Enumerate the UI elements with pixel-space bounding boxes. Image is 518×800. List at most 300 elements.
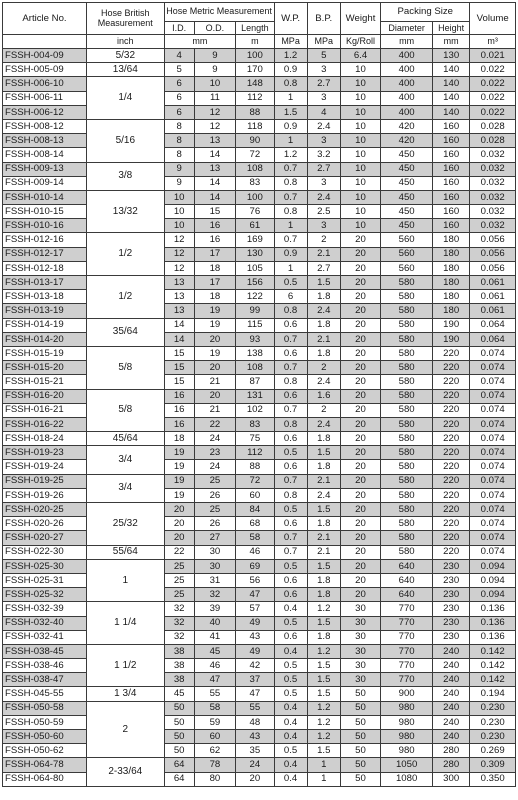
cell-packing-height: 160	[433, 176, 470, 190]
cell-inner-diameter: 20	[164, 503, 194, 517]
table-row	[3, 474, 516, 488]
cell-packing-diameter: 770	[381, 659, 433, 673]
cell-weight: 30	[340, 659, 380, 673]
table-row	[3, 730, 516, 744]
cell-inner-diameter: 5	[164, 63, 194, 77]
cell-outer-diameter: 25	[194, 474, 235, 488]
cell-volume: 0.074	[470, 417, 516, 431]
cell-outer-diameter: 25	[194, 503, 235, 517]
table-row	[3, 517, 516, 531]
cell-volume: 0.022	[470, 63, 516, 77]
cell-burst-pressure: 1.5	[307, 673, 340, 687]
cell-packing-diameter: 420	[381, 134, 433, 148]
cell-length: 60	[236, 488, 274, 502]
cell-length: 58	[236, 531, 274, 545]
cell-working-pressure: 0.4	[274, 602, 307, 616]
cell-outer-diameter: 19	[194, 304, 235, 318]
cell-british-size: 1/2	[86, 233, 164, 276]
cell-packing-diameter: 980	[381, 715, 433, 729]
cell-packing-height: 220	[433, 403, 470, 417]
cell-article-no: FSSH-014-19	[3, 318, 87, 332]
cell-working-pressure: 0.4	[274, 758, 307, 772]
cell-outer-diameter: 20	[194, 389, 235, 403]
cell-outer-diameter: 46	[194, 659, 235, 673]
cell-outer-diameter: 59	[194, 715, 235, 729]
cell-working-pressure: 0.8	[274, 375, 307, 389]
cell-length: 47	[236, 687, 274, 701]
cell-volume: 0.269	[470, 744, 516, 758]
cell-inner-diameter: 32	[164, 616, 194, 630]
cell-weight: 50	[340, 772, 380, 786]
cell-weight: 20	[340, 290, 380, 304]
table-row	[3, 673, 516, 687]
table-row	[3, 460, 516, 474]
cell-inner-diameter: 10	[164, 205, 194, 219]
cell-length: 112	[236, 91, 274, 105]
cell-working-pressure: 0.5	[274, 276, 307, 290]
cell-packing-diameter: 770	[381, 673, 433, 687]
cell-packing-diameter: 580	[381, 361, 433, 375]
cell-british-size: 1/4	[86, 77, 164, 120]
cell-length: 49	[236, 616, 274, 630]
cell-length: 48	[236, 715, 274, 729]
cell-packing-height: 220	[433, 460, 470, 474]
cell-weight: 20	[340, 361, 380, 375]
cell-packing-diameter: 560	[381, 261, 433, 275]
cell-british-size: 45/64	[86, 432, 164, 446]
cell-length: 112	[236, 446, 274, 460]
cell-article-no: FSSH-032-40	[3, 616, 87, 630]
table-row	[3, 503, 516, 517]
cell-outer-diameter: 20	[194, 361, 235, 375]
cell-volume: 0.074	[470, 375, 516, 389]
cell-packing-height: 220	[433, 346, 470, 360]
cell-burst-pressure: 1.5	[307, 744, 340, 758]
cell-inner-diameter: 6	[164, 77, 194, 91]
cell-article-no: FSSH-019-26	[3, 488, 87, 502]
cell-outer-diameter: 18	[194, 261, 235, 275]
table-row	[3, 49, 516, 63]
cell-burst-pressure: 1.8	[307, 432, 340, 446]
cell-article-no: FSSH-038-46	[3, 659, 87, 673]
cell-length: 47	[236, 588, 274, 602]
cell-british-size: 2	[86, 701, 164, 758]
cell-packing-height: 220	[433, 417, 470, 431]
cell-working-pressure: 0.8	[274, 304, 307, 318]
cell-volume: 0.074	[470, 432, 516, 446]
cell-weight: 20	[340, 503, 380, 517]
cell-inner-diameter: 22	[164, 545, 194, 559]
cell-outer-diameter: 19	[194, 318, 235, 332]
cell-packing-diameter: 770	[381, 644, 433, 658]
cell-outer-diameter: 55	[194, 687, 235, 701]
cell-article-no: FSSH-018-24	[3, 432, 87, 446]
table-row	[3, 588, 516, 602]
cell-burst-pressure: 2.4	[307, 375, 340, 389]
cell-article-no: FSSH-009-14	[3, 176, 87, 190]
cell-packing-diameter: 580	[381, 545, 433, 559]
cell-weight: 20	[340, 332, 380, 346]
cell-weight: 20	[340, 432, 380, 446]
cell-burst-pressure: 2.5	[307, 205, 340, 219]
cell-volume: 0.074	[470, 503, 516, 517]
cell-packing-height: 230	[433, 602, 470, 616]
cell-outer-diameter: 41	[194, 630, 235, 644]
cell-weight: 10	[340, 91, 380, 105]
cell-packing-diameter: 450	[381, 162, 433, 176]
cell-length: 24	[236, 758, 274, 772]
cell-burst-pressure: 2.7	[307, 162, 340, 176]
cell-weight: 20	[340, 389, 380, 403]
cell-packing-height: 220	[433, 375, 470, 389]
cell-packing-diameter: 400	[381, 63, 433, 77]
cell-article-no: FSSH-013-17	[3, 276, 87, 290]
cell-outer-diameter: 40	[194, 616, 235, 630]
cell-volume: 0.056	[470, 247, 516, 261]
cell-inner-diameter: 45	[164, 687, 194, 701]
cell-weight: 50	[340, 744, 380, 758]
cell-outer-diameter: 24	[194, 460, 235, 474]
cell-article-no: FSSH-015-19	[3, 346, 87, 360]
cell-volume: 0.309	[470, 758, 516, 772]
cell-article-no: FSSH-009-13	[3, 162, 87, 176]
cell-packing-diameter: 580	[381, 332, 433, 346]
table-header	[3, 3, 516, 49]
cell-working-pressure: 0.6	[274, 588, 307, 602]
cell-packing-height: 140	[433, 63, 470, 77]
cell-burst-pressure: 1.8	[307, 630, 340, 644]
cell-outer-diameter: 12	[194, 105, 235, 119]
cell-packing-diameter: 640	[381, 559, 433, 573]
cell-burst-pressure: 4	[307, 105, 340, 119]
cell-length: 88	[236, 105, 274, 119]
cell-working-pressure: 0.7	[274, 531, 307, 545]
cell-inner-diameter: 14	[164, 318, 194, 332]
cell-weight: 20	[340, 304, 380, 318]
cell-outer-diameter: 62	[194, 744, 235, 758]
cell-working-pressure: 1	[274, 91, 307, 105]
cell-inner-diameter: 38	[164, 673, 194, 687]
cell-outer-diameter: 16	[194, 233, 235, 247]
cell-length: 138	[236, 346, 274, 360]
cell-length: 130	[236, 247, 274, 261]
cell-burst-pressure: 3.2	[307, 148, 340, 162]
cell-burst-pressure: 1.2	[307, 701, 340, 715]
cell-length: 46	[236, 545, 274, 559]
table-row	[3, 375, 516, 389]
cell-length: 55	[236, 701, 274, 715]
header-article-no: Article No.	[3, 3, 87, 35]
cell-outer-diameter: 32	[194, 588, 235, 602]
cell-packing-diameter: 400	[381, 105, 433, 119]
cell-inner-diameter: 14	[164, 332, 194, 346]
cell-packing-diameter: 580	[381, 346, 433, 360]
cell-outer-diameter: 20	[194, 332, 235, 346]
table-row	[3, 545, 516, 559]
cell-length: 42	[236, 659, 274, 673]
cell-outer-diameter: 9	[194, 49, 235, 63]
cell-weight: 20	[340, 545, 380, 559]
cell-british-size: 1 3/4	[86, 687, 164, 701]
table-row	[3, 432, 516, 446]
cell-burst-pressure: 2.4	[307, 417, 340, 431]
cell-article-no: FSSH-038-45	[3, 644, 87, 658]
cell-working-pressure: 0.6	[274, 389, 307, 403]
cell-weight: 10	[340, 190, 380, 204]
cell-article-no: FSSH-010-14	[3, 190, 87, 204]
cell-length: 122	[236, 290, 274, 304]
cell-article-no: FSSH-050-58	[3, 701, 87, 715]
cell-inner-diameter: 13	[164, 276, 194, 290]
header-weight: Weight	[340, 3, 380, 35]
cell-length: 148	[236, 77, 274, 91]
cell-packing-diameter: 450	[381, 148, 433, 162]
cell-packing-diameter: 450	[381, 176, 433, 190]
cell-inner-diameter: 16	[164, 403, 194, 417]
cell-length: 20	[236, 772, 274, 786]
cell-volume: 0.142	[470, 673, 516, 687]
cell-weight: 30	[340, 616, 380, 630]
cell-article-no: FSSH-013-19	[3, 304, 87, 318]
cell-volume: 0.061	[470, 276, 516, 290]
cell-article-no: FSSH-008-13	[3, 134, 87, 148]
table-row	[3, 148, 516, 162]
table-row	[3, 261, 516, 275]
cell-article-no: FSSH-013-18	[3, 290, 87, 304]
cell-article-no: FSSH-006-10	[3, 77, 87, 91]
table-row	[3, 361, 516, 375]
cell-inner-diameter: 12	[164, 233, 194, 247]
cell-volume: 0.061	[470, 290, 516, 304]
cell-volume: 0.094	[470, 588, 516, 602]
table-row	[3, 559, 516, 573]
cell-outer-diameter: 21	[194, 375, 235, 389]
table-row	[3, 602, 516, 616]
cell-weight: 20	[340, 573, 380, 587]
cell-weight: 30	[340, 673, 380, 687]
cell-length: 108	[236, 361, 274, 375]
table-row	[3, 332, 516, 346]
cell-british-size: 5/8	[86, 346, 164, 389]
table-body	[3, 49, 516, 787]
cell-volume: 0.022	[470, 105, 516, 119]
cell-british-size: 1/2	[86, 276, 164, 319]
cell-outer-diameter: 26	[194, 517, 235, 531]
cell-article-no: FSSH-050-60	[3, 730, 87, 744]
unit-inch: inch	[86, 35, 164, 49]
cell-working-pressure: 0.8	[274, 205, 307, 219]
cell-article-no: FSSH-064-80	[3, 772, 87, 786]
cell-weight: 20	[340, 276, 380, 290]
cell-length: 75	[236, 432, 274, 446]
cell-burst-pressure: 1.8	[307, 290, 340, 304]
cell-packing-height: 220	[433, 517, 470, 531]
cell-article-no: FSSH-014-20	[3, 332, 87, 346]
cell-packing-diameter: 770	[381, 616, 433, 630]
cell-inner-diameter: 8	[164, 148, 194, 162]
cell-length: 115	[236, 318, 274, 332]
cell-weight: 20	[340, 474, 380, 488]
cell-burst-pressure: 2.7	[307, 261, 340, 275]
cell-working-pressure: 0.5	[274, 503, 307, 517]
cell-burst-pressure: 1.5	[307, 276, 340, 290]
cell-british-size: 1 1/4	[86, 602, 164, 645]
cell-article-no: FSSH-015-21	[3, 375, 87, 389]
cell-length: 35	[236, 744, 274, 758]
cell-packing-height: 180	[433, 233, 470, 247]
cell-outer-diameter: 45	[194, 644, 235, 658]
cell-length: 61	[236, 219, 274, 233]
cell-length: 170	[236, 63, 274, 77]
header-hose-british: Hose British Measurement	[86, 3, 164, 35]
cell-working-pressure: 0.6	[274, 318, 307, 332]
cell-packing-height: 240	[433, 687, 470, 701]
cell-volume: 0.074	[470, 531, 516, 545]
cell-article-no: FSSH-025-30	[3, 559, 87, 573]
cell-length: 169	[236, 233, 274, 247]
cell-outer-diameter: 21	[194, 403, 235, 417]
cell-volume: 0.056	[470, 233, 516, 247]
cell-volume: 0.230	[470, 715, 516, 729]
cell-weight: 10	[340, 77, 380, 91]
cell-packing-height: 160	[433, 205, 470, 219]
cell-packing-diameter: 450	[381, 205, 433, 219]
cell-working-pressure: 0.7	[274, 233, 307, 247]
cell-british-size: 3/8	[86, 162, 164, 190]
cell-packing-height: 230	[433, 616, 470, 630]
cell-burst-pressure: 2	[307, 233, 340, 247]
cell-length: 57	[236, 602, 274, 616]
table-row	[3, 573, 516, 587]
cell-working-pressure: 0.5	[274, 687, 307, 701]
cell-working-pressure: 0.7	[274, 403, 307, 417]
cell-article-no: FSSH-006-12	[3, 105, 87, 119]
cell-outer-diameter: 47	[194, 673, 235, 687]
table-row	[3, 488, 516, 502]
table-row	[3, 219, 516, 233]
cell-working-pressure: 0.8	[274, 488, 307, 502]
header-diameter: Diameter	[381, 22, 433, 35]
cell-working-pressure: 1.2	[274, 49, 307, 63]
cell-burst-pressure: 2	[307, 361, 340, 375]
cell-volume: 0.074	[470, 474, 516, 488]
cell-british-size: 35/64	[86, 318, 164, 346]
cell-packing-diameter: 580	[381, 503, 433, 517]
cell-inner-diameter: 38	[164, 659, 194, 673]
cell-working-pressure: 0.5	[274, 559, 307, 573]
cell-weight: 10	[340, 63, 380, 77]
cell-article-no: FSSH-012-17	[3, 247, 87, 261]
table-row	[3, 715, 516, 729]
cell-outer-diameter: 10	[194, 77, 235, 91]
table-row	[3, 644, 516, 658]
header-working-pressure: W.P.	[274, 3, 307, 35]
cell-volume: 0.074	[470, 346, 516, 360]
table-row	[3, 91, 516, 105]
cell-packing-height: 230	[433, 630, 470, 644]
cell-burst-pressure: 1.5	[307, 503, 340, 517]
cell-burst-pressure: 1.8	[307, 588, 340, 602]
cell-packing-diameter: 450	[381, 190, 433, 204]
cell-packing-height: 180	[433, 304, 470, 318]
cell-article-no: FSSH-006-11	[3, 91, 87, 105]
cell-burst-pressure: 1.5	[307, 446, 340, 460]
cell-packing-height: 240	[433, 644, 470, 658]
cell-inner-diameter: 50	[164, 715, 194, 729]
cell-packing-diameter: 580	[381, 517, 433, 531]
cell-british-size: 5/32	[86, 49, 164, 63]
table-row	[3, 276, 516, 290]
cell-packing-diameter: 580	[381, 318, 433, 332]
table-row	[3, 119, 516, 133]
cell-length: 100	[236, 190, 274, 204]
cell-packing-diameter: 450	[381, 219, 433, 233]
cell-weight: 10	[340, 134, 380, 148]
cell-volume: 0.056	[470, 261, 516, 275]
header-hose-metric: Hose Metric Measurement	[164, 3, 274, 22]
cell-volume: 0.064	[470, 318, 516, 332]
cell-packing-height: 220	[433, 531, 470, 545]
cell-packing-height: 190	[433, 332, 470, 346]
cell-volume: 0.350	[470, 772, 516, 786]
cell-article-no: FSSH-050-62	[3, 744, 87, 758]
cell-volume: 0.074	[470, 545, 516, 559]
cell-working-pressure: 0.6	[274, 517, 307, 531]
cell-weight: 50	[340, 701, 380, 715]
cell-volume: 0.032	[470, 148, 516, 162]
cell-volume: 0.032	[470, 162, 516, 176]
cell-article-no: FSSH-004-09	[3, 49, 87, 63]
cell-working-pressure: 0.5	[274, 744, 307, 758]
hose-specification-table	[2, 2, 516, 787]
cell-volume: 0.074	[470, 389, 516, 403]
table-row	[3, 687, 516, 701]
cell-length: 76	[236, 205, 274, 219]
cell-volume: 0.094	[470, 559, 516, 573]
cell-volume: 0.022	[470, 77, 516, 91]
cell-burst-pressure: 2.4	[307, 488, 340, 502]
cell-volume: 0.230	[470, 730, 516, 744]
cell-outer-diameter: 11	[194, 91, 235, 105]
cell-working-pressure: 0.5	[274, 659, 307, 673]
table-row	[3, 346, 516, 360]
cell-burst-pressure: 3	[307, 63, 340, 77]
cell-inner-diameter: 64	[164, 758, 194, 772]
cell-inner-diameter: 20	[164, 531, 194, 545]
cell-volume: 0.074	[470, 403, 516, 417]
cell-weight: 20	[340, 375, 380, 389]
cell-burst-pressure: 2.4	[307, 119, 340, 133]
table-row	[3, 701, 516, 715]
cell-packing-height: 230	[433, 588, 470, 602]
cell-working-pressure: 0.4	[274, 772, 307, 786]
cell-burst-pressure: 1.5	[307, 616, 340, 630]
cell-burst-pressure: 1.2	[307, 715, 340, 729]
cell-inner-diameter: 12	[164, 261, 194, 275]
cell-inner-diameter: 32	[164, 630, 194, 644]
cell-outer-diameter: 14	[194, 148, 235, 162]
cell-inner-diameter: 19	[164, 488, 194, 502]
cell-length: 83	[236, 176, 274, 190]
cell-packing-diameter: 400	[381, 49, 433, 63]
cell-length: 84	[236, 503, 274, 517]
cell-packing-height: 180	[433, 276, 470, 290]
cell-weight: 30	[340, 630, 380, 644]
cell-inner-diameter: 18	[164, 432, 194, 446]
cell-burst-pressure: 1.8	[307, 346, 340, 360]
cell-british-size: 3/4	[86, 474, 164, 502]
cell-burst-pressure: 1	[307, 772, 340, 786]
